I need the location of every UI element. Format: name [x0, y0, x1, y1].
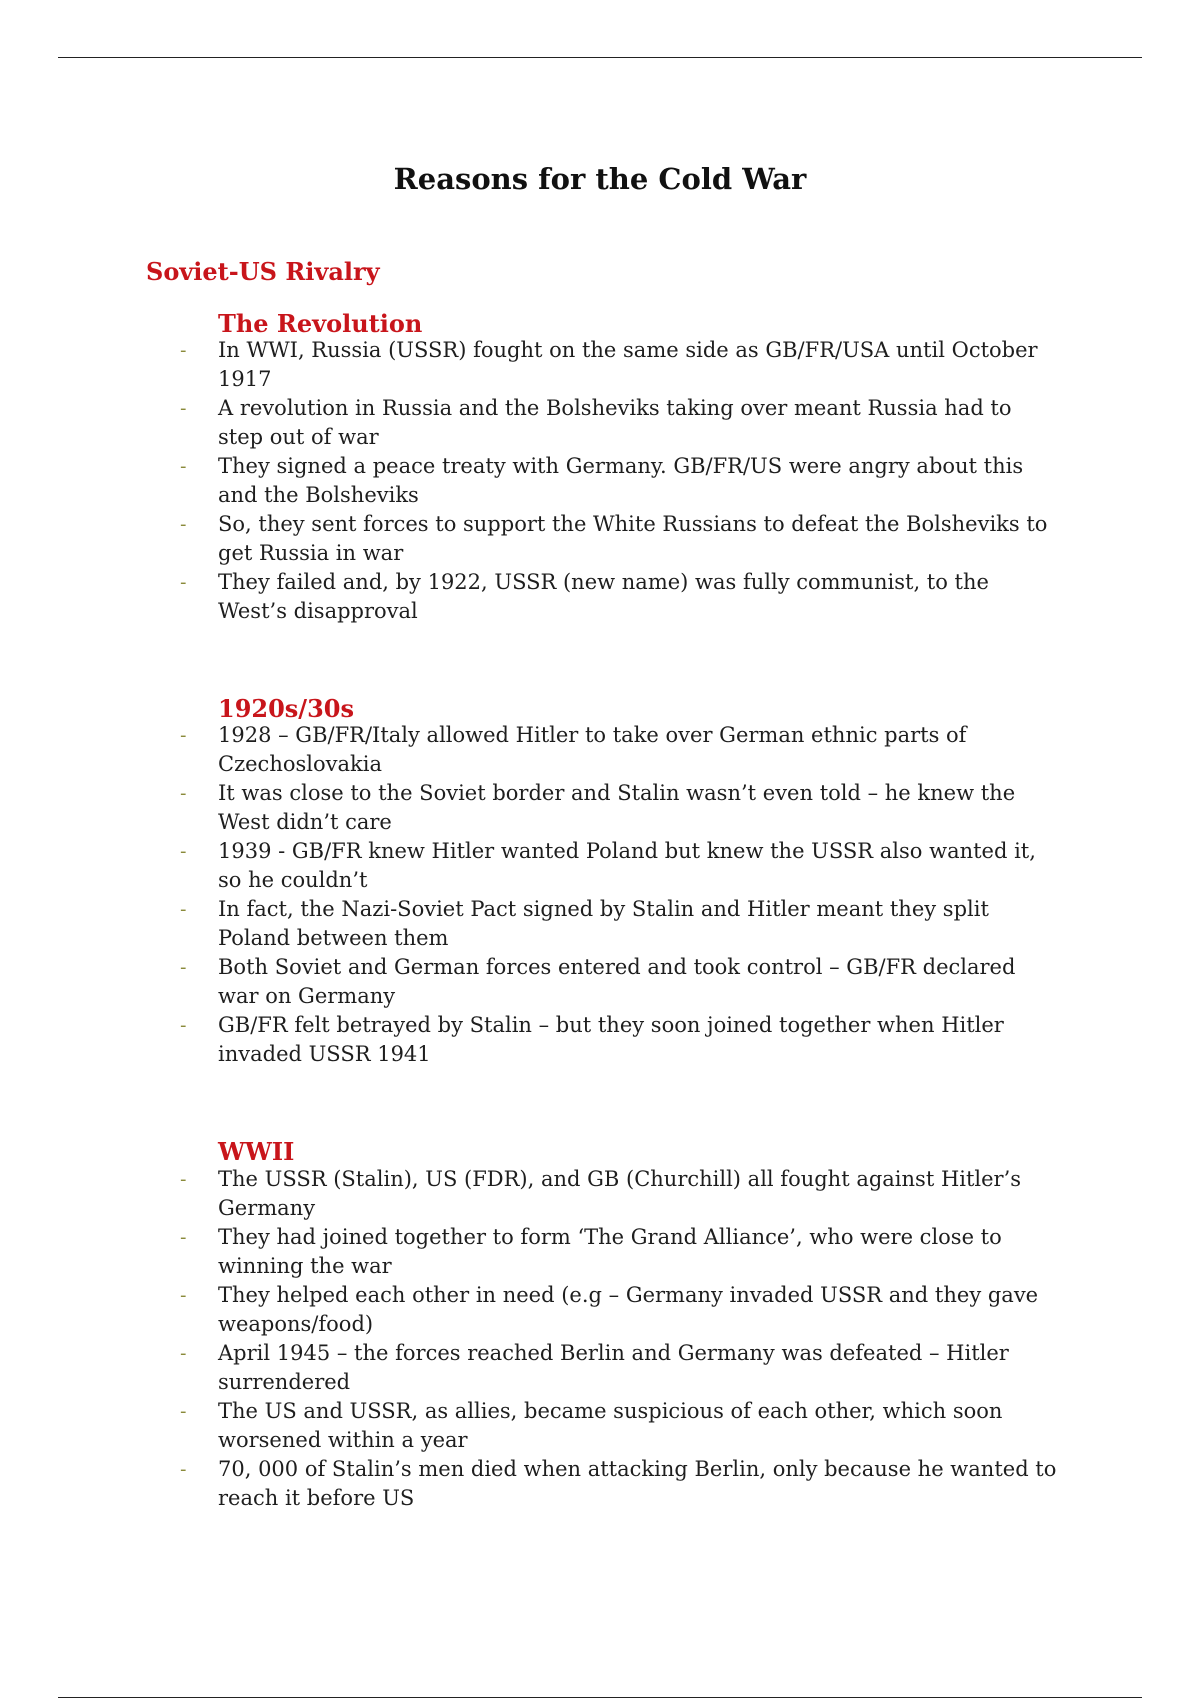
list-item	[180, 779, 1060, 837]
dash-bullet-icon: -	[180, 1015, 187, 1036]
bottom-rule	[58, 1697, 1142, 1698]
dash-bullet-icon: -	[180, 1401, 187, 1422]
dash-bullet-icon: -	[180, 1227, 187, 1248]
list-item-text: In fact, the Nazi-Soviet Pact signed by Stalin and Hitler meant they split Poland between them	[218, 897, 989, 950]
dash-bullet-icon: -	[180, 1169, 187, 1190]
bullet-list-wwii	[180, 1165, 1060, 1513]
list-item-text: In WWI, Russia (USSR) fought on the same side as GB/FR/USA until October 1917	[218, 338, 1038, 391]
list-item	[180, 336, 1060, 394]
dash-bullet-icon: -	[180, 1459, 187, 1480]
document-title: Reasons for the Cold War	[393, 162, 807, 197]
dash-bullet-icon: -	[180, 340, 187, 361]
list-item	[180, 721, 1060, 779]
dash-bullet-icon: -	[180, 899, 187, 920]
list-item	[180, 837, 1060, 895]
list-item	[180, 953, 1060, 1011]
list-item-text: The USSR (Stalin), US (FDR), and GB (Churchill) all fought against Hitler’s Germany	[218, 1167, 1022, 1220]
dash-bullet-icon: -	[180, 1285, 187, 1306]
top-rule	[58, 57, 1142, 58]
dash-bullet-icon: -	[180, 841, 187, 862]
dash-bullet-icon: -	[180, 398, 187, 419]
list-item-text: They failed and, by 1922, USSR (new name) was fully communist, to the West’s disapproval	[218, 570, 989, 623]
list-item	[180, 1397, 1060, 1455]
list-item	[180, 1281, 1060, 1339]
list-item	[180, 1165, 1060, 1223]
list-item-text: A revolution in Russia and the Bolsheviks taking over meant Russia had to step out of war	[218, 396, 1012, 449]
dash-bullet-icon: -	[180, 514, 187, 535]
dash-bullet-icon: -	[180, 957, 187, 978]
list-item	[180, 394, 1060, 452]
list-item-text: They had joined together to form ‘The Grand Alliance’, who were close to winning the war	[218, 1225, 1002, 1278]
list-item	[180, 1455, 1060, 1513]
list-item-text: They helped each other in need (e.g – Germany invaded USSR and they gave weapons/food)	[218, 1283, 1039, 1336]
list-item	[180, 895, 1060, 953]
dash-bullet-icon: -	[180, 572, 187, 593]
subsection-heading-wwii: WWII	[218, 1137, 295, 1166]
list-item-text: GB/FR felt betrayed by Stalin – but they soon joined together when Hitler invaded USSR 1941	[218, 1013, 1004, 1066]
list-item	[180, 1011, 1060, 1069]
list-item	[180, 510, 1060, 568]
list-item-text: 70, 000 of Stalin’s men died when attacking Berlin, only because he wanted to reach it before US	[218, 1457, 1057, 1510]
bullet-list-revolution	[180, 336, 1060, 626]
dash-bullet-icon: -	[180, 783, 187, 804]
list-item	[180, 568, 1060, 626]
list-item-text: 1928 – GB/FR/Italy allowed Hitler to take over German ethnic parts of Czechoslovakia	[218, 723, 967, 776]
bullet-list-1920s-30s	[180, 721, 1060, 1069]
list-item-text: They signed a peace treaty with Germany. GB/FR/US were angry about this and the Bolsheviks	[218, 454, 1024, 507]
list-item	[180, 1223, 1060, 1281]
dash-bullet-icon: -	[180, 1343, 187, 1364]
list-item-text: So, they sent forces to support the White Russians to defeat the Bolsheviks to get Russia in war	[218, 512, 1048, 565]
list-item-text: The US and USSR, as allies, became suspicious of each other, which soon worsened within a year	[218, 1399, 1003, 1452]
dash-bullet-icon: -	[180, 456, 187, 477]
list-item-text: It was close to the Soviet border and Stalin wasn’t even told – he knew the West didn’t care	[218, 781, 1016, 834]
section-heading: Soviet-US Rivalry	[146, 256, 380, 286]
list-item-text: Both Soviet and German forces entered and took control – GB/FR declared war on Germany	[218, 955, 1016, 1008]
list-item	[180, 1339, 1060, 1397]
list-item-text: 1939 - GB/FR knew Hitler wanted Poland but knew the USSR also wanted it, so he couldn’t	[218, 839, 1036, 892]
dash-bullet-icon: -	[180, 725, 187, 746]
subsection-heading-1920s-30s: 1920s/30s	[218, 694, 354, 723]
subsection-heading-revolution: The Revolution	[218, 309, 423, 338]
list-item	[180, 452, 1060, 510]
list-item-text: April 1945 – the forces reached Berlin and Germany was defeated – Hitler surrendered	[218, 1341, 1009, 1394]
